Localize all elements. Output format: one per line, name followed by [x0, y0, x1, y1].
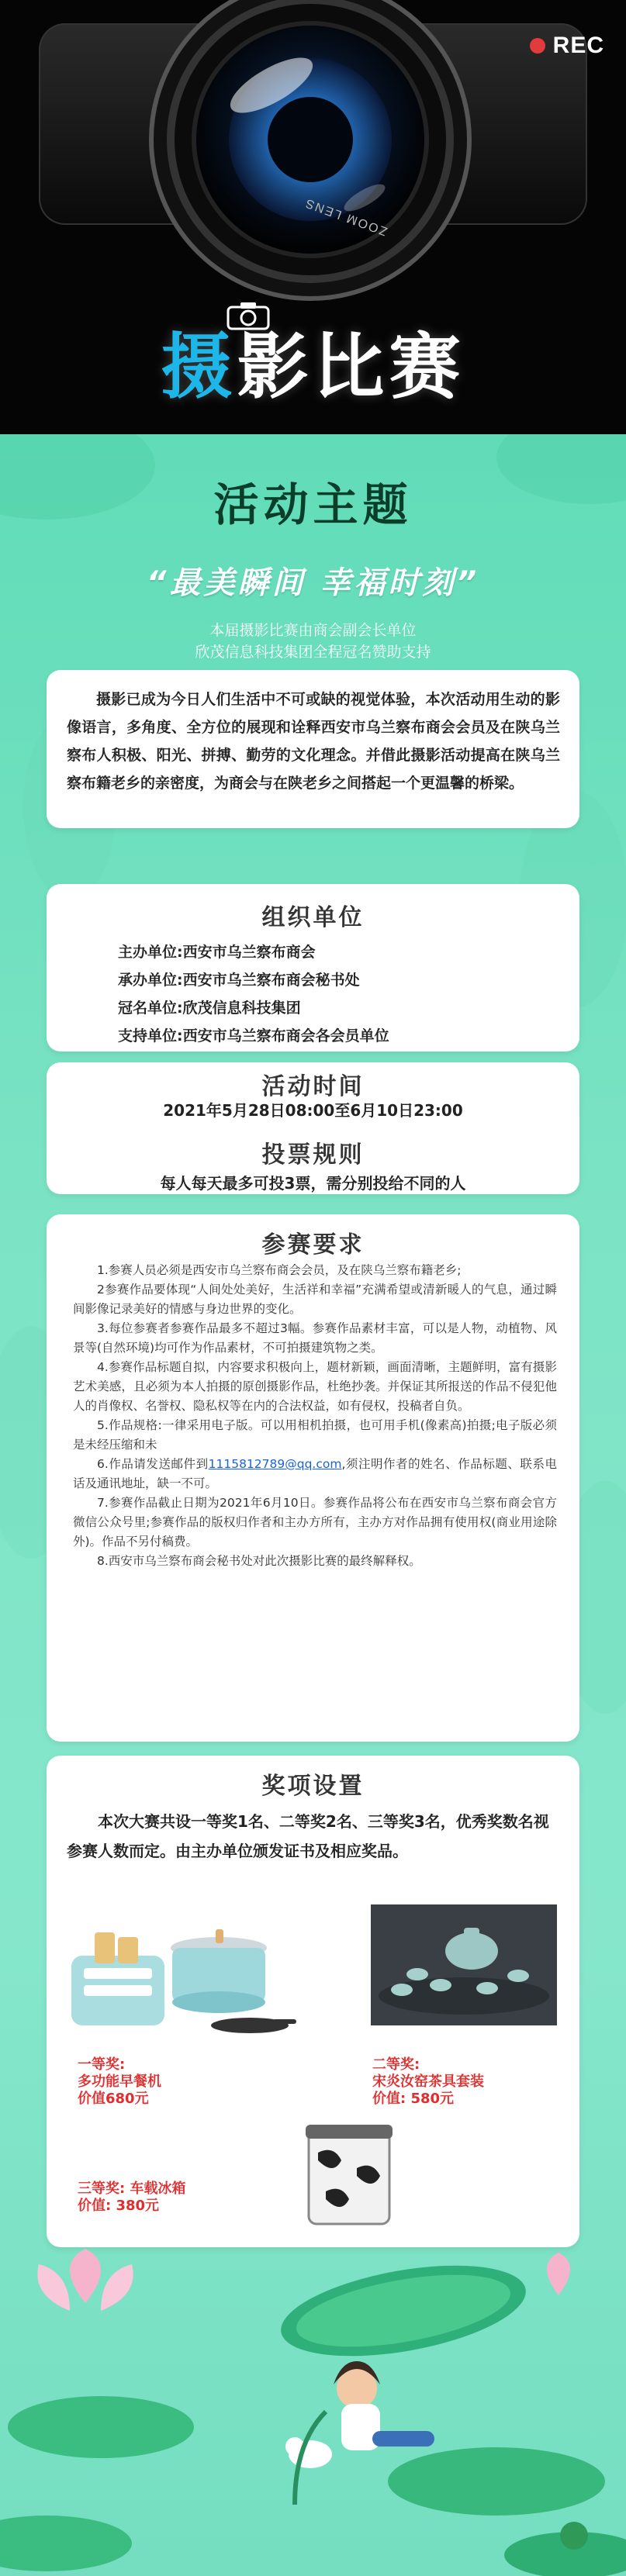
- hero-banner: [0, 0, 626, 434]
- lotus-pond-illustration: [0, 2249, 626, 2576]
- requirement-item: 8.西安市乌兰察布商会秘书处对此次摄影比赛的最终解释权。: [97, 1554, 421, 1568]
- rec-label: REC: [552, 33, 604, 58]
- requirement-email-prefix: 6.作品请发送邮件到: [97, 1457, 209, 1471]
- schedule-card: [47, 1062, 579, 1194]
- requirement-item: 5.作品规格:一律采用电子版。可以用相机拍摄，也可用手机(像素高)拍摄;电子版必须是未经压缩和未: [73, 1418, 557, 1452]
- requirement-item: 3.每位参赛者参赛作品最多不超过3幅。参赛作品素材丰富，可以是人物，动植物、风景等(自然环境)均可作为作品素材，不可拍摄建筑物之类。: [73, 1321, 557, 1355]
- record-dot-icon: [530, 38, 545, 54]
- breakfast-machine-image: [64, 1901, 296, 2041]
- organizer-title-sponsor: 冠名单位:欣茂信息科技集团: [118, 1000, 301, 1017]
- schedule-title: 活动时间: [261, 1073, 365, 1100]
- first-prize-name: 多功能早餐机: [78, 2074, 161, 2090]
- organizer-host: 主办单位:西安市乌兰察布商会: [118, 944, 316, 961]
- prizes-intro: 本次大赛共设一等奖1名、二等奖2名、三等奖3名，优秀奖数名视参赛人数而定。由主办单位颁发证书及相应奖品。: [67, 1812, 549, 1860]
- second-prize-name: 宋炎汝窑茶具套装: [372, 2074, 484, 2090]
- prizes-card: [47, 1756, 579, 2247]
- requirement-item: 2参赛作品要体现“人间处处美好，生活祥和幸福”充满希望或清新暖人的气息，通过瞬间影像记录美好的情感与身边世界的变化。: [73, 1283, 557, 1316]
- sponsor-line-2: 欣茂信息科技集团全程冠名赞助支持: [195, 644, 431, 661]
- requirements-list: [73, 1261, 557, 1571]
- third-prize-rank: 三等奖: 车载冰箱: [78, 2181, 186, 2197]
- intro-text: 摄影已成为今日人们生活中不可或缺的视觉体验，本次活动用生动的影像语言，多角度、全方位的展现和诠释西安市乌兰察布商会会员及在陕乌兰察布人积极、阳光、拼搏、勤劳的文化理念。并借此摄影活动提高在陕乌兰察布籍老乡的亲密度，为商会与在陕老乡之间搭起一个更温馨的桥梁。: [67, 691, 560, 792]
- slogan: “最美瞬间 幸福时刻”: [146, 565, 480, 601]
- requirement-item: 4.参赛作品标题自拟，内容要求积极向上，题材新颖，画面清晰，主题鲜明，富有摄影艺术美感，且必须为本人拍摄的原创摄影作品，杜绝抄袭。并保证其所报送的作品不侵犯他人的肖像权、名誉权、隐私权等在内的合法权益，如有侵权，投稿者自负。: [73, 1360, 557, 1413]
- rec-indicator: [530, 33, 604, 59]
- requirements-title: 参赛要求: [261, 1231, 365, 1259]
- vote-rules-value: 每人每天最多可投3票，需分别投给不同的人: [160, 1174, 466, 1193]
- camera-lens-graphic: [109, 0, 512, 302]
- requirement-item: 1.参赛人员必须是西安市乌兰察布商会会员，及在陕乌兰察布籍老乡;: [97, 1263, 462, 1277]
- first-prize-label: [78, 2056, 161, 2108]
- sponsor-line-1: 本届摄影比赛由商会副会长单位: [209, 622, 417, 639]
- prizes-title: 奖项设置: [261, 1773, 365, 1800]
- second-prize-rank: 二等奖:: [372, 2056, 420, 2073]
- schedule-value: 2021年5月28日08:00至6月10日23:00: [163, 1101, 463, 1120]
- intro-card: [47, 670, 579, 828]
- organizers-card: [47, 884, 579, 1051]
- organizers-list: [118, 938, 389, 1050]
- email-link[interactable]: 1115812789@qq.com: [208, 1457, 342, 1471]
- lens-text: ZOOM LENS: [303, 195, 389, 238]
- tea-set-image: [371, 1904, 557, 2025]
- organizer-undertaker: 承办单位:西安市乌兰察布商会秘书处: [118, 972, 360, 989]
- requirement-item: 7.参赛作品截止日期为2021年6月10日。参赛作品将公布在西安市乌兰察布商会官方微信公众号里;参赛作品的版权归作者和主办方所有，主办方对作品拥有使用权(商业用途除外)。作品不另付稿费。: [73, 1496, 557, 1549]
- vote-rules-title: 投票规则: [261, 1141, 365, 1169]
- lens-icon: [109, 0, 512, 302]
- requirement-email-suffix: ,须注明作者的姓名、作品标题、联系电话及通讯地址，缺一不可。: [73, 1457, 557, 1490]
- requirements-card: [47, 1214, 579, 1742]
- hero-title-rest: 影比赛: [237, 325, 465, 409]
- third-prize-price: 价值: 380元: [78, 2198, 160, 2214]
- organizer-supporter: 支持单位:西安市乌兰察布商会各会员单位: [118, 1027, 389, 1045]
- requirement-item-email: [73, 1455, 557, 1493]
- second-prize-price: 价值: 580元: [372, 2091, 455, 2107]
- third-prize-label: [78, 2181, 185, 2215]
- second-prize-label: [372, 2056, 484, 2108]
- first-prize-price: 价值680元: [78, 2091, 149, 2107]
- car-fridge-image: [303, 2122, 396, 2230]
- hero-title: [0, 310, 626, 413]
- first-prize-rank: 一等奖:: [78, 2056, 126, 2073]
- organizers-title: 组织单位: [261, 904, 365, 931]
- hero-title-first-char: 摄: [161, 325, 237, 409]
- section-title-theme: 活动主题: [213, 478, 413, 531]
